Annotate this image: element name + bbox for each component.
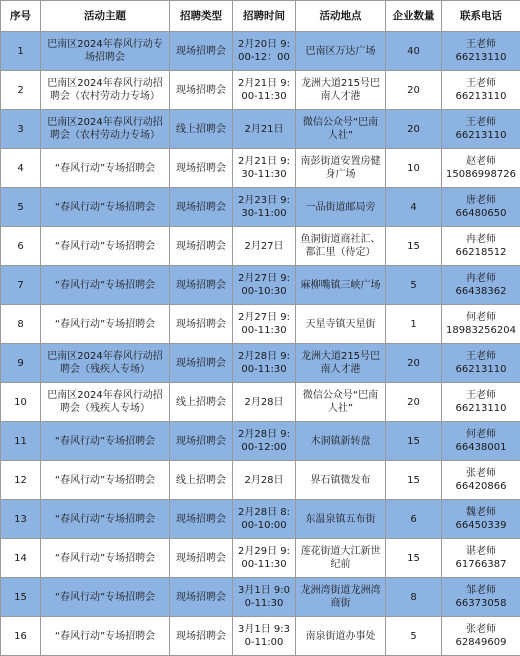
row-place: 天星寺镇天星街 bbox=[296, 305, 386, 344]
table-row bbox=[1, 578, 520, 617]
row-theme: “春风行动”专场招聘会 bbox=[41, 617, 170, 656]
table-row bbox=[1, 500, 520, 539]
row-index: 7 bbox=[1, 266, 41, 305]
table-row bbox=[1, 71, 520, 110]
row-company-count: 15 bbox=[386, 227, 442, 266]
contact-name: 王老师 bbox=[444, 38, 518, 51]
row-company-count: 15 bbox=[386, 539, 442, 578]
row-type: 现场招聘会 bbox=[170, 617, 233, 656]
row-company-count: 40 bbox=[386, 32, 442, 71]
row-index: 14 bbox=[1, 539, 41, 578]
row-contact bbox=[442, 71, 520, 110]
contact-name: 魏老师 bbox=[444, 506, 518, 519]
row-theme: “春风行动”专场招聘会 bbox=[41, 578, 170, 617]
row-place: 东温泉镇五布街 bbox=[296, 500, 386, 539]
contact-name: 冉老师 bbox=[444, 272, 518, 285]
row-contact bbox=[442, 500, 520, 539]
row-place: 南泉街道办事处 bbox=[296, 617, 386, 656]
row-theme: “春风行动”专场招聘会 bbox=[41, 266, 170, 305]
contact-name: 何老师 bbox=[444, 428, 518, 441]
row-company-count: 4 bbox=[386, 188, 442, 227]
row-contact bbox=[442, 422, 520, 461]
row-index: 9 bbox=[1, 344, 41, 383]
contact-phone: 66420866 bbox=[444, 480, 518, 493]
row-theme: 巴南区2024年春风行动招聘会（残疾人专场） bbox=[41, 383, 170, 422]
table-header-row bbox=[1, 1, 520, 32]
row-index: 5 bbox=[1, 188, 41, 227]
contact-name: 王老师 bbox=[444, 116, 518, 129]
contact-phone: 66213110 bbox=[444, 363, 518, 376]
row-company-count: 5 bbox=[386, 617, 442, 656]
table-row bbox=[1, 32, 520, 71]
row-theme: 巴南区2024年春风行动招聘会（农村劳动力专场） bbox=[41, 71, 170, 110]
contact-phone: 66213110 bbox=[444, 90, 518, 103]
row-time: 2月28日 bbox=[233, 383, 296, 422]
row-type: 现场招聘会 bbox=[170, 32, 233, 71]
row-place: 麻柳嘴镇三峡广场 bbox=[296, 266, 386, 305]
row-place: 一品街道邮局旁 bbox=[296, 188, 386, 227]
row-place: 巴南区万达广场 bbox=[296, 32, 386, 71]
row-theme: “春风行动”专场招聘会 bbox=[41, 422, 170, 461]
row-time: 2月28日 8:00-10:00 bbox=[233, 500, 296, 539]
contact-phone: 66213110 bbox=[444, 402, 518, 415]
table-row bbox=[1, 188, 520, 227]
row-index: 12 bbox=[1, 461, 41, 500]
row-contact bbox=[442, 227, 520, 266]
row-index: 6 bbox=[1, 227, 41, 266]
row-theme: “春风行动”专场招聘会 bbox=[41, 305, 170, 344]
row-time: 2月27日 9:00-11:30 bbox=[233, 305, 296, 344]
contact-name: 张老师 bbox=[444, 623, 518, 636]
table-row bbox=[1, 422, 520, 461]
contact-name: 唐老师 bbox=[444, 194, 518, 207]
row-type: 现场招聘会 bbox=[170, 149, 233, 188]
row-company-count: 15 bbox=[386, 422, 442, 461]
row-theme: “春风行动”专场招聘会 bbox=[41, 539, 170, 578]
row-type: 现场招聘会 bbox=[170, 266, 233, 305]
row-theme: 巴南区2024年春风行动招聘会（农村劳动力专场） bbox=[41, 110, 170, 149]
row-index: 1 bbox=[1, 32, 41, 71]
header-type: 招聘类型 bbox=[170, 1, 233, 32]
row-index: 13 bbox=[1, 500, 41, 539]
row-place: 微信公众号“巴南人社” bbox=[296, 110, 386, 149]
row-time: 2月28日 9:00-12:00 bbox=[233, 422, 296, 461]
row-theme: “春风行动”专场招聘会 bbox=[41, 149, 170, 188]
row-index: 8 bbox=[1, 305, 41, 344]
contact-phone: 66438001 bbox=[444, 441, 518, 454]
row-contact bbox=[442, 32, 520, 71]
contact-phone: 66218512 bbox=[444, 246, 518, 259]
table-row bbox=[1, 266, 520, 305]
row-type: 线上招聘会 bbox=[170, 383, 233, 422]
row-place: 界石镇微发布 bbox=[296, 461, 386, 500]
row-contact bbox=[442, 461, 520, 500]
row-index: 16 bbox=[1, 617, 41, 656]
row-contact bbox=[442, 149, 520, 188]
contact-name: 王老师 bbox=[444, 389, 518, 402]
row-theme: “春风行动”专场招聘会 bbox=[41, 461, 170, 500]
contact-name: 何老师 bbox=[444, 311, 518, 324]
table-row bbox=[1, 383, 520, 422]
row-company-count: 20 bbox=[386, 71, 442, 110]
contact-phone: 61766387 bbox=[444, 558, 518, 571]
contact-phone: 66213110 bbox=[444, 129, 518, 142]
row-theme: “春风行动”专场招聘会 bbox=[41, 188, 170, 227]
row-time: 2月28日 9:00-11:30 bbox=[233, 344, 296, 383]
row-type: 现场招聘会 bbox=[170, 422, 233, 461]
row-index: 10 bbox=[1, 383, 41, 422]
table-row bbox=[1, 305, 520, 344]
row-time: 3月1日 9:00-11:30 bbox=[233, 578, 296, 617]
row-type: 线上招聘会 bbox=[170, 461, 233, 500]
header-index: 序号 bbox=[1, 1, 41, 32]
table-row bbox=[1, 617, 520, 656]
row-place: 莲花街道大江新世纪前 bbox=[296, 539, 386, 578]
row-contact bbox=[442, 578, 520, 617]
row-place: 龙洲大道215号巴南人才港 bbox=[296, 71, 386, 110]
row-index: 2 bbox=[1, 71, 41, 110]
contact-phone: 62849609 bbox=[444, 636, 518, 649]
row-place: 微信公众号“巴南人社” bbox=[296, 383, 386, 422]
row-time: 2月21日 9:00-11:30 bbox=[233, 71, 296, 110]
row-type: 现场招聘会 bbox=[170, 578, 233, 617]
row-time: 2月21日 9:30-11:30 bbox=[233, 149, 296, 188]
row-place: 龙洲大道215号巴南人才港 bbox=[296, 344, 386, 383]
row-time: 2月21日 bbox=[233, 110, 296, 149]
row-theme: 巴南区2024年春风行动专场招聘会 bbox=[41, 32, 170, 71]
table-row bbox=[1, 110, 520, 149]
row-type: 线上招聘会 bbox=[170, 110, 233, 149]
row-type: 现场招聘会 bbox=[170, 227, 233, 266]
row-company-count: 10 bbox=[386, 149, 442, 188]
row-time: 2月20日 9:00-12：00 bbox=[233, 32, 296, 71]
table-row bbox=[1, 149, 520, 188]
contact-phone: 66450339 bbox=[444, 519, 518, 532]
contact-name: 谌老师 bbox=[444, 545, 518, 558]
row-company-count: 20 bbox=[386, 383, 442, 422]
row-contact bbox=[442, 110, 520, 149]
table-row bbox=[1, 461, 520, 500]
header-time: 招聘时间 bbox=[233, 1, 296, 32]
header-place: 活动地点 bbox=[296, 1, 386, 32]
row-time: 2月28日 bbox=[233, 461, 296, 500]
table-row bbox=[1, 344, 520, 383]
row-company-count: 8 bbox=[386, 578, 442, 617]
row-company-count: 1 bbox=[386, 305, 442, 344]
contact-phone: 66213110 bbox=[444, 51, 518, 64]
header-contact: 联系电话 bbox=[442, 1, 520, 32]
contact-name: 冉老师 bbox=[444, 233, 518, 246]
contact-name: 王老师 bbox=[444, 350, 518, 363]
contact-phone: 15086998726 bbox=[444, 168, 518, 181]
row-time: 2月23日 9:30-11:00 bbox=[233, 188, 296, 227]
row-time: 2月29日 9:00-11:30 bbox=[233, 539, 296, 578]
row-company-count: 20 bbox=[386, 344, 442, 383]
row-time: 2月27日 9:00-10:30 bbox=[233, 266, 296, 305]
row-contact bbox=[442, 539, 520, 578]
row-company-count: 6 bbox=[386, 500, 442, 539]
row-contact bbox=[442, 344, 520, 383]
row-contact bbox=[442, 617, 520, 656]
row-company-count: 15 bbox=[386, 461, 442, 500]
contact-name: 邹老师 bbox=[444, 584, 518, 597]
row-contact bbox=[442, 305, 520, 344]
contact-phone: 18983256204 bbox=[444, 324, 518, 337]
header-company-count: 企业数量 bbox=[386, 1, 442, 32]
row-type: 现场招聘会 bbox=[170, 71, 233, 110]
table-row bbox=[1, 539, 520, 578]
row-index: 15 bbox=[1, 578, 41, 617]
row-place: 南彭街道安置房健身广场 bbox=[296, 149, 386, 188]
row-index: 11 bbox=[1, 422, 41, 461]
row-time: 3月1日 9:30-11:00 bbox=[233, 617, 296, 656]
row-index: 4 bbox=[1, 149, 41, 188]
contact-name: 王老师 bbox=[444, 77, 518, 90]
table-row bbox=[1, 227, 520, 266]
row-contact bbox=[442, 188, 520, 227]
row-type: 现场招聘会 bbox=[170, 539, 233, 578]
row-company-count: 20 bbox=[386, 110, 442, 149]
row-contact bbox=[442, 383, 520, 422]
row-theme: “春风行动”专场招聘会 bbox=[41, 227, 170, 266]
row-type: 现场招聘会 bbox=[170, 188, 233, 227]
row-type: 现场招聘会 bbox=[170, 500, 233, 539]
row-place: 鱼洞街道商社汇、都汇里（待定） bbox=[296, 227, 386, 266]
row-type: 现场招聘会 bbox=[170, 344, 233, 383]
row-place: 龙洲湾街道龙洲湾商街 bbox=[296, 578, 386, 617]
contact-phone: 66438362 bbox=[444, 285, 518, 298]
contact-phone: 66373058 bbox=[444, 597, 518, 610]
row-theme: “春风行动”专场招聘会 bbox=[41, 500, 170, 539]
row-company-count: 5 bbox=[386, 266, 442, 305]
contact-phone: 66480650 bbox=[444, 207, 518, 220]
table-body bbox=[1, 32, 520, 656]
row-time: 2月27日 bbox=[233, 227, 296, 266]
row-place: 木洞镇新转盘 bbox=[296, 422, 386, 461]
row-contact bbox=[442, 266, 520, 305]
row-type: 现场招聘会 bbox=[170, 305, 233, 344]
header-theme: 活动主题 bbox=[41, 1, 170, 32]
contact-name: 张老师 bbox=[444, 467, 518, 480]
row-theme: 巴南区2024年春风行动招聘会（残疾人专场） bbox=[41, 344, 170, 383]
row-index: 3 bbox=[1, 110, 41, 149]
contact-name: 赵老师 bbox=[444, 155, 518, 168]
